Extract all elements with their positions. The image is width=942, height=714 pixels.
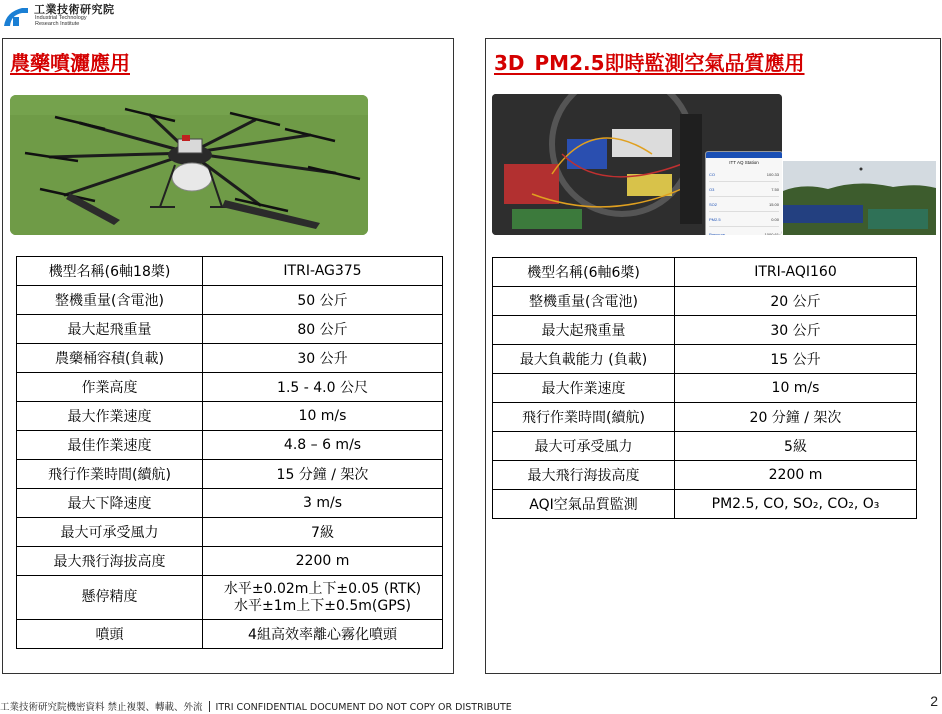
list-item [709,167,779,182]
footer-divider [209,701,210,712]
reading-value: 1000.61 [764,231,779,235]
aq-app-screenshot [705,151,782,235]
spec-value: 15 公升 [675,345,917,374]
aq-spec-table [492,257,917,519]
spec-value-line: 水平±0.02m上下±0.05 (RTK) [223,580,422,597]
spec-value: 2200 m [675,461,917,490]
org-name-en-line2: Research Institute [35,21,80,27]
spec-value: 80 公斤 [203,315,443,344]
table-row [17,402,443,431]
spec-value: 5級 [675,432,917,461]
table-row [17,286,443,315]
spraying-drone-image [10,95,368,235]
spec-key: 最大起飛重量 [493,316,675,345]
table-row [17,373,443,402]
spec-key: 作業高度 [17,373,203,402]
list-item [709,212,779,227]
app-title: ITT AQ Station [729,160,759,165]
spec-key: 飛行作業時間(續航) [493,403,675,432]
air-quality-panel [485,38,941,674]
reading-label: Pressure [709,231,726,235]
spec-key: 整機重量(含電池) [493,287,675,316]
spec-key: 最大可承受風力 [17,518,203,547]
reading-value: 15.00 [768,201,779,207]
spec-value: 10 m/s [203,402,443,431]
spec-key: 最大起飛重量 [17,315,203,344]
spec-value: 20 公斤 [675,287,917,316]
spec-key: 最大負載能力 (負載) [493,345,675,374]
spec-key: AQI空氣品質監測 [493,490,675,519]
table-row [17,460,443,489]
spec-value: 1.5 - 4.0 公尺 [203,373,443,402]
reading-value: 0.00 [771,216,779,222]
spec-value: 20 分鐘 / 架次 [675,403,917,432]
spec-value-line: 水平±1m上下±0.5m(GPS) [233,597,411,614]
table-row [17,518,443,547]
spec-value: 4.8 – 6 m/s [203,431,443,460]
agri-panel-title: 農藥噴灑應用 [10,51,130,75]
spec-value: PM2.5, CO, SO₂, CO₂, O₃ [675,490,917,519]
spec-key: 最大可承受風力 [493,432,675,461]
reading-label: PM2.5 [709,216,721,222]
agri-spec-table [16,256,443,649]
org-name-cn: 工業技術研究院 [34,3,115,16]
table-row [493,490,917,519]
spec-value [203,576,443,620]
table-row [17,257,443,286]
confidential-footer [0,699,512,713]
table-row [17,315,443,344]
itri-logo [2,0,142,32]
spec-key: 噴頭 [17,620,203,649]
org-name-en-line1: Industrial Technology [35,15,87,21]
spec-value: 50 公斤 [203,286,443,315]
spec-value: 3 m/s [203,489,443,518]
page-number: 2 [930,693,938,709]
aq-panel-title: 3D_PM2.5即時監測空氣品質應用 [494,51,805,75]
table-row [17,344,443,373]
spec-key: 飛行作業時間(續航) [17,460,203,489]
reading-value: 7.50 [771,186,779,192]
spec-key: 最大飛行海拔高度 [493,461,675,490]
table-row [17,620,443,649]
spec-key: 最佳作業速度 [17,431,203,460]
table-row [17,489,443,518]
table-row [17,547,443,576]
table-row [493,374,917,403]
spec-key: 最大作業速度 [493,374,675,403]
spec-key: 機型名稱(6軸6槳) [493,258,675,287]
drone-photo [10,95,368,235]
spec-key: 最大下降速度 [17,489,203,518]
agri-spraying-panel [2,38,454,674]
field-drone-photo [783,161,936,235]
footer-text-cn: 工業技術研究院機密資料 禁止複製、轉載、外流 [0,702,203,713]
spec-value: 4組高效率離心霧化噴頭 [203,620,443,649]
spec-value: 30 公升 [203,344,443,373]
reading-label: SO2 [709,201,718,207]
spec-value: ITRI-AQI160 [675,258,917,287]
table-row [493,461,917,490]
app-readings [706,167,782,235]
table-row [493,345,917,374]
table-row [493,258,917,287]
list-item [709,197,779,212]
reading-label: O3 [709,186,715,192]
spec-value: 2200 m [203,547,443,576]
spec-key: 最大飛行海拔高度 [17,547,203,576]
spec-key: 機型名稱(6軸18槳) [17,257,203,286]
list-item [709,227,779,235]
spec-key: 農藥桶容積(負載) [17,344,203,373]
spec-value: 7級 [203,518,443,547]
list-item [709,182,779,197]
itri-logo-mark-icon [2,4,30,28]
table-row [493,403,917,432]
table-row [493,316,917,345]
spec-value: 30 公斤 [675,316,917,345]
table-row [17,431,443,460]
table-row [493,287,917,316]
spec-value: ITRI-AG375 [203,257,443,286]
table-row [493,432,917,461]
spec-key: 最大作業速度 [17,402,203,431]
spec-key: 整機重量(含電池) [17,286,203,315]
spec-value: 10 m/s [675,374,917,403]
table-row [17,576,443,620]
footer-text-en: ITRI CONFIDENTIAL DOCUMENT DO NOT COPY OR DISTRIBUTE [215,702,512,713]
circuit-photo [492,94,782,235]
reading-label: CO [709,171,715,177]
reading-value: 100.33 [766,171,779,177]
spec-key: 懸停精度 [17,576,203,620]
spec-value: 15 分鐘 / 架次 [203,460,443,489]
drone-in-sky-image [783,161,936,235]
